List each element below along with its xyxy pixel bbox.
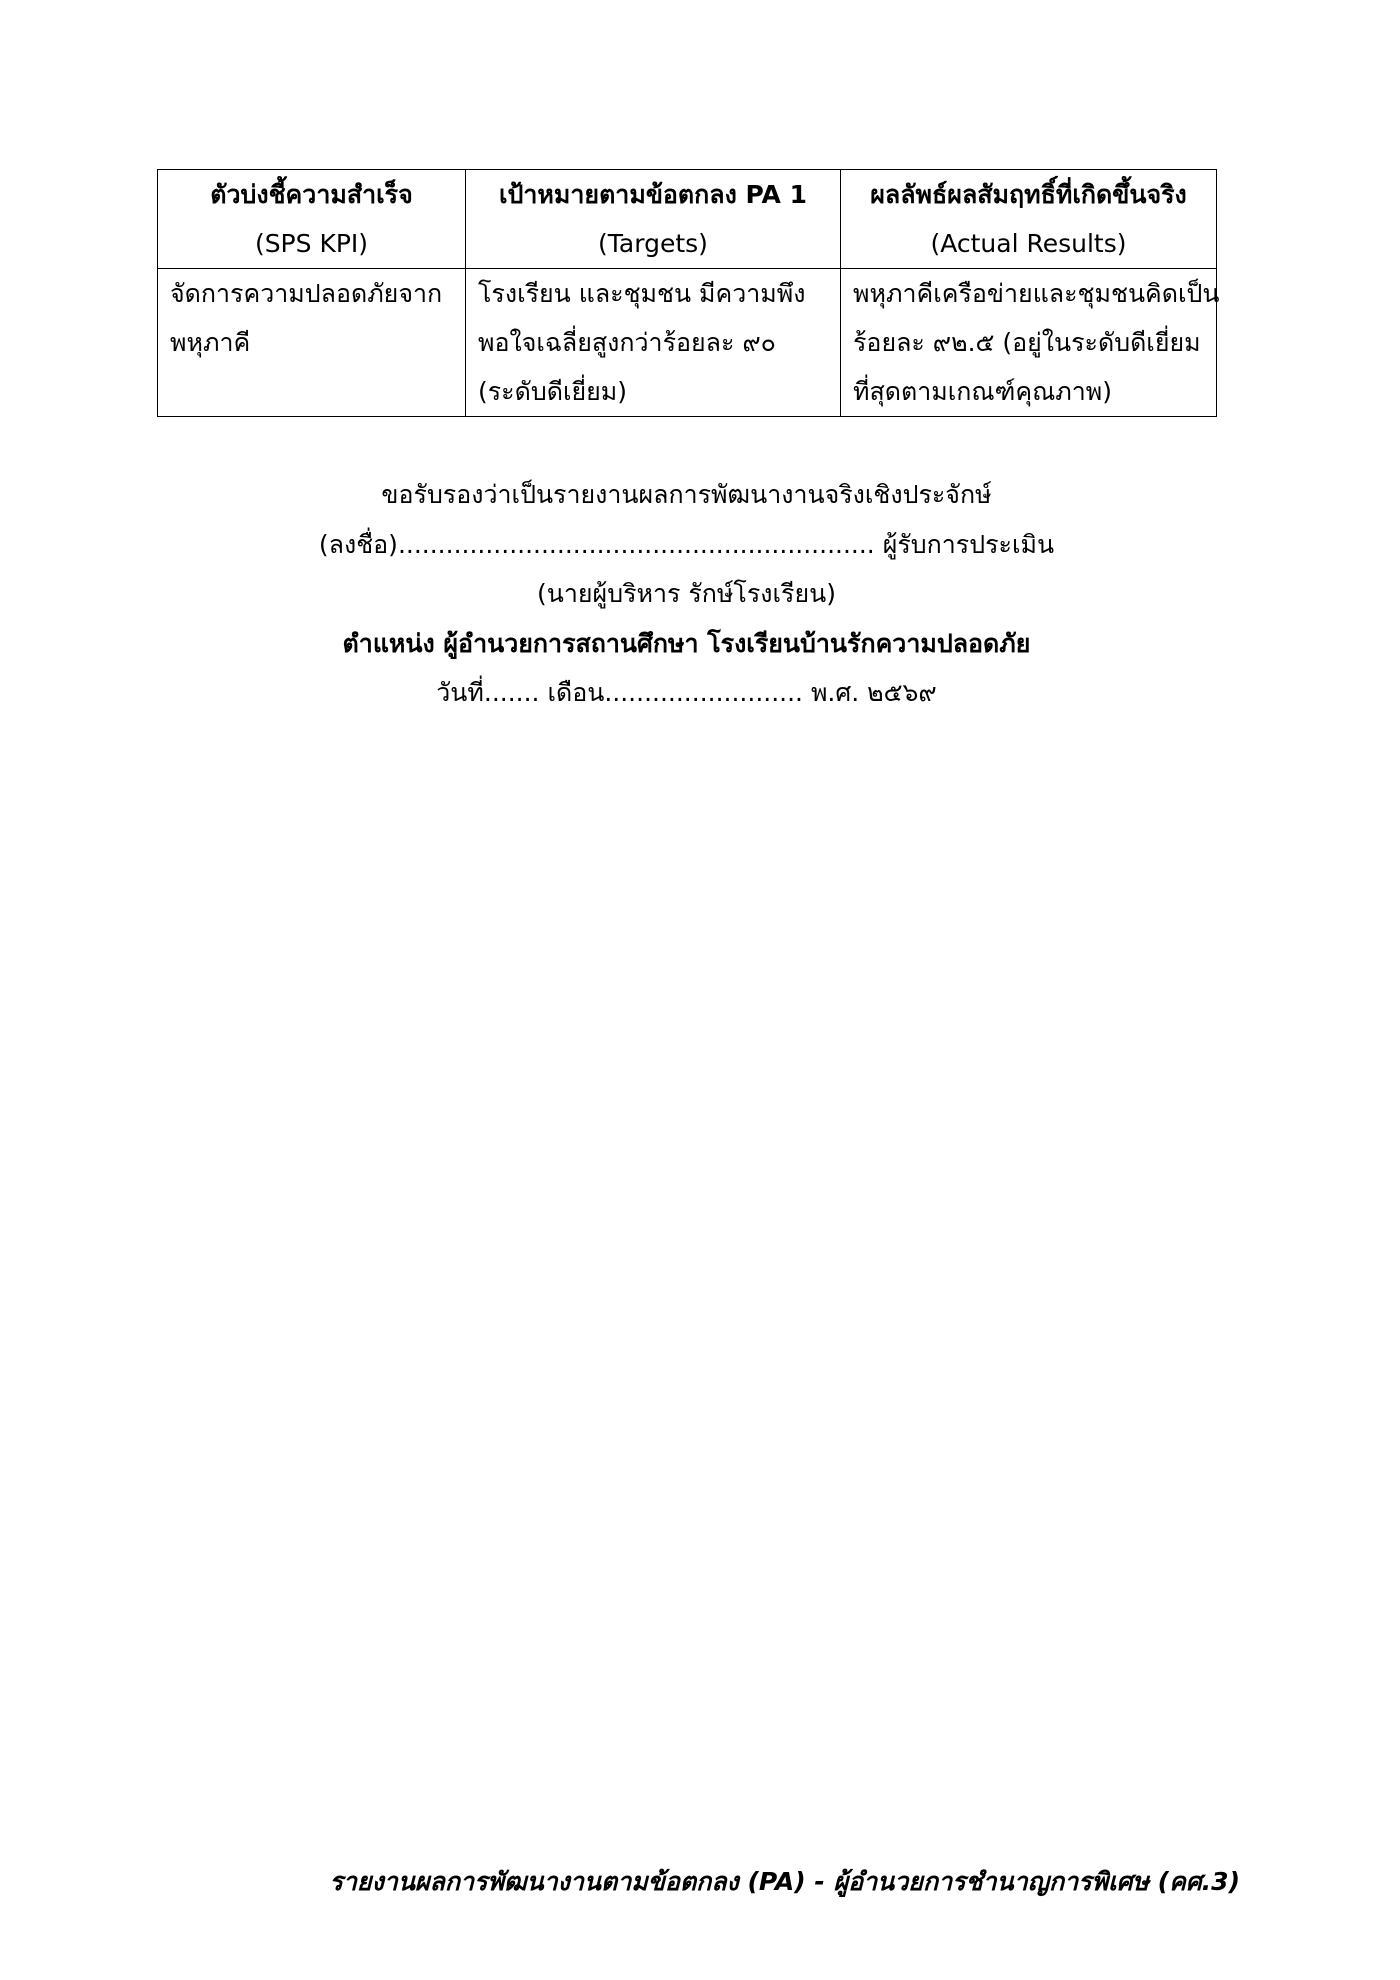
cell-result <box>841 269 1220 417</box>
header-target <box>466 170 841 269</box>
header-target-title: เป้าหมายตามข้อตกลง PA 1 <box>498 180 808 209</box>
signer-name: (นายผู้บริหาร รักษ์โรงเรียน) <box>537 579 836 608</box>
cell-result-line: พหุภาคีเครือข่ายและชุมชนคิดเป็น <box>853 279 1220 308</box>
signer-position: ตำแหน่ง ผู้อำนวยการสถานศึกษา โรงเรียนบ้านรักความปลอดภัย <box>342 628 1031 658</box>
header-result-title: ผลลัพธ์ผลสัมฤทธิ์ที่เกิดขึ้นจริง <box>870 180 1187 209</box>
header-target-subtitle: (Targets) <box>598 229 708 258</box>
header-result-subtitle: (Actual Results) <box>930 229 1127 258</box>
cell-result-line: ร้อยละ ๙๒.๕ (อยู่ในระดับดีเยี่ยม <box>853 328 1201 357</box>
page-footer: รายงานผลการพัฒนางานตามข้อตกลง (PA) - ผู้อำนวยการชำนาญการพิเศษ (คศ.3) <box>329 1867 1240 1896</box>
certification-block <box>157 470 1216 718</box>
cell-target-line: (ระดับดีเยี่ยม) <box>478 377 628 406</box>
certification-statement: ขอรับรองว่าเป็นรายงานผลการพัฒนางานจริงเชิงประจักษ์ <box>381 480 992 509</box>
header-result <box>841 170 1217 269</box>
cell-kpi-line: จัดการความปลอดภัยจาก <box>170 279 443 308</box>
cell-kpi-line: พหุภาคี <box>170 328 251 357</box>
date-line: วันที่....... เดือน......................... พ.ศ. ๒๕๖๙ <box>436 678 937 707</box>
table-header-row <box>158 170 1217 269</box>
cell-target-line: พอใจเฉลี่ยสูงกว่าร้อยละ ๙๐ <box>478 328 776 357</box>
cell-target-line: โรงเรียน และชุมชน มีความพึง <box>478 279 806 308</box>
cell-target <box>466 269 841 417</box>
cell-result-line: ที่สุดตามเกณฑ์คุณภาพ) <box>853 377 1113 406</box>
header-kpi <box>158 170 466 269</box>
header-kpi-subtitle: (SPS KPI) <box>254 229 369 258</box>
header-kpi-title: ตัวบ่งชี้ความสำเร็จ <box>210 180 413 209</box>
signature-line: (ลงชื่อ)............................................................ ผู้รับการประเมิน <box>318 529 1055 559</box>
kpi-table <box>157 169 1220 417</box>
table-row <box>158 269 1217 417</box>
cell-kpi <box>158 269 466 417</box>
